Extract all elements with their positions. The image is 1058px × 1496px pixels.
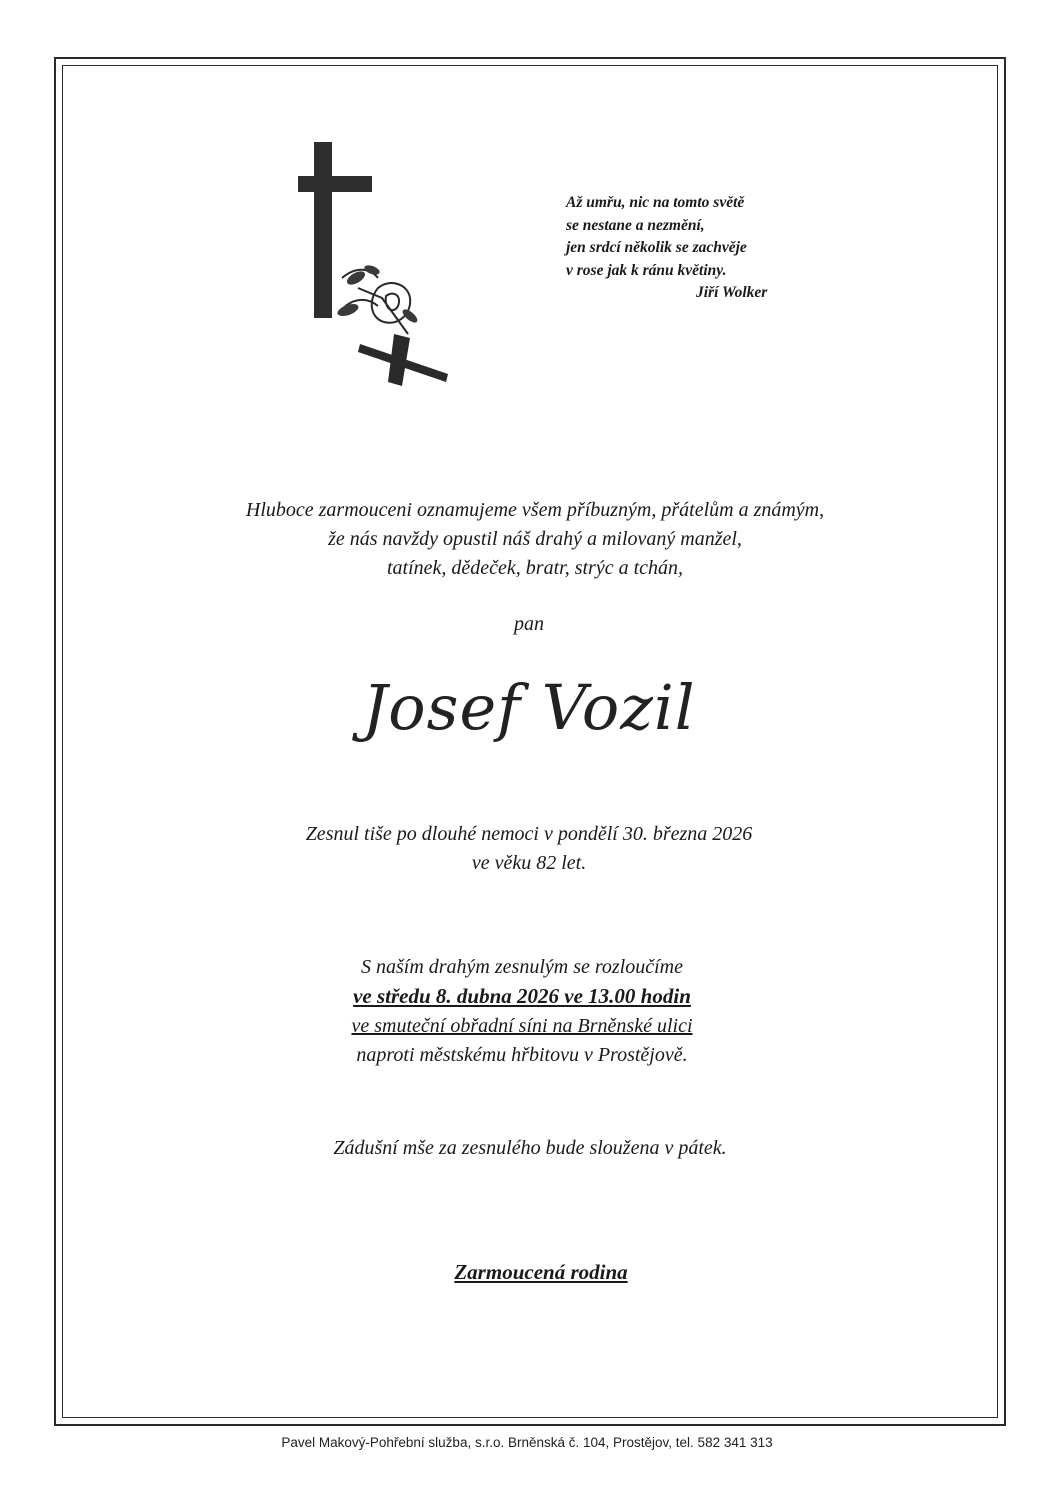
poem-line: se nestane a nezmění, — [566, 216, 705, 234]
signature: Zarmoucená rodina — [454, 1260, 628, 1284]
death-line: Zesnul tiše po dlouhé nemoci v pondělí 30. března 2026 — [305, 823, 753, 845]
cross-with-rose-icon — [298, 138, 478, 400]
poem-line: Až umřu, nic na tomto světě — [566, 194, 745, 211]
poem-line: v rose jak k ránu květiny. — [566, 261, 727, 279]
intro-line: Hluboce zarmouceni oznamujeme všem příbuzným, přátelům a známým, — [245, 499, 825, 521]
mass-info: Zádušní mše za zesnulého bude sloužena v pátek. — [333, 1137, 727, 1159]
death-line: ve věku 82 let. — [471, 852, 587, 874]
death-info — [0, 820, 1058, 878]
poem-author: Jiří Wolker — [696, 284, 768, 301]
intro-line: že nás navždy opustil náš drahý a milovaný manžel, — [328, 528, 742, 550]
deceased-name: Josef Vozil — [362, 671, 696, 744]
farewell-line: S naším drahým zesnulým se rozloučíme — [360, 956, 683, 978]
announcement-intro — [15, 496, 1055, 583]
footer-funeral-service: Pavel Makový-Pohřební služba, s.r.o. Brněnská č. 104, Prostějov, tel. 582 341 313 — [281, 1435, 773, 1450]
farewell-info — [0, 953, 1051, 1070]
intro-line: tatínek, dědeček, bratr, strýc a tchán, — [386, 557, 684, 579]
poem-line: jen srdcí několik se zachvěje — [566, 239, 747, 256]
title-word: pan — [514, 613, 544, 635]
poem — [566, 192, 866, 305]
farewell-datetime: ve středu 8. dubna 2026 ve 13.00 hodin — [353, 984, 691, 1008]
farewell-place: ve smuteční obřadní síni na Brněnské ulici — [351, 1015, 693, 1037]
farewell-place-detail: naproti městskému hřbitovu v Prostějově. — [356, 1044, 688, 1066]
